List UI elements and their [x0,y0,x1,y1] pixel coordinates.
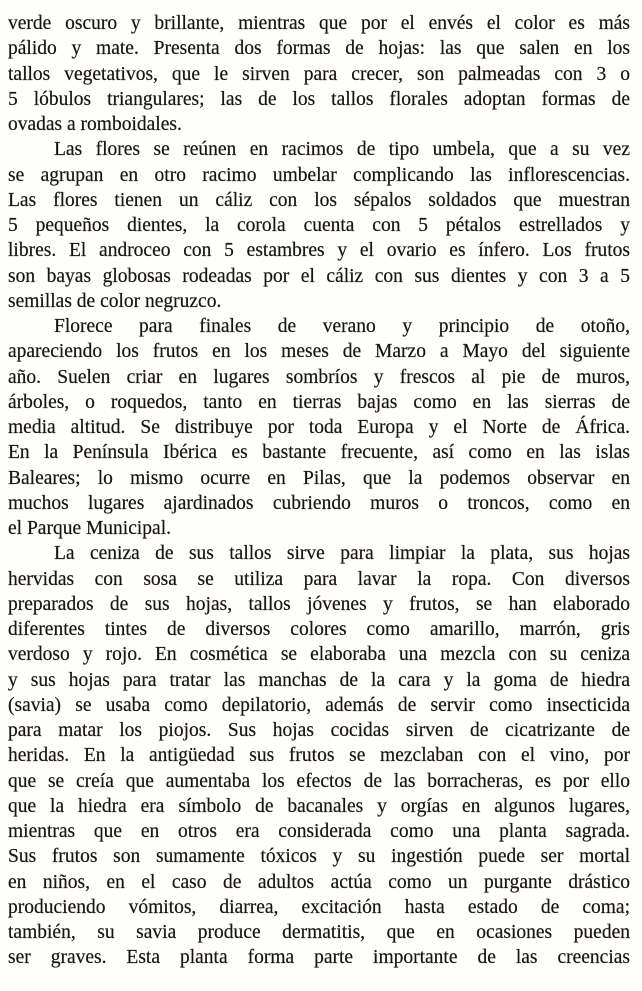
text-line: semillas de color negruzco. [8,290,222,312]
text-line: que la hiedra era símbolo de bacanales y orgías en algunos lugares, [8,795,630,817]
text-line: son bayas globosas rodeadas por el cáliz con sus dientes y con 3 a 5 [8,265,630,287]
text-line: año. Suelen criar en lugares sombríos y frescos al pie de muros, [8,366,630,388]
text-line: verdoso y rojo. En cosmética se elaboraba una mezcla con su ceniza [8,644,630,666]
paragraph [8,11,630,137]
text-line: 5 lóbulos triangulares; las de los tallos florales adoptan formas de [8,88,630,110]
body-text [8,11,630,971]
text-line: Las flores tienen un cáliz con los sépalos soldados que muestran [8,189,630,211]
text-line: En la Península Ibérica es bastante frecuente, así como en las islas [8,442,630,464]
paragraph [8,314,630,541]
text-line: muchos lugares ajardinados cubriendo muros o troncos, como en [8,492,630,514]
text-line: en niños, en el caso de adultos actúa como un purgante drástico [8,871,630,893]
text-line: Florece para finales de verano y principio de otoño, [54,316,630,337]
text-line: que se creía que aumentaba los efectos de las borracheras, es por ello [8,770,630,792]
text-line: (savia) se usaba como depilatorio, además de servir como insecticida [8,694,630,716]
text-line: ovadas a romboidales. [8,114,182,135]
text-line: Baleares; lo mismo ocurre en Pilas, que la podemos observar en [8,467,630,489]
text-line: verde oscuro y brillante, mientras que por el envés el color es más [8,13,630,34]
text-line: libres. El androceo con 5 estambres y el ovario es ínfero. Los frutos [8,240,630,262]
text-line: hervidas con sosa se utiliza para lavar la ropa. Con diversos [8,568,630,590]
paragraph [8,137,630,314]
text-line: pálido y mate. Presenta dos formas de hojas: las que salen en los [8,38,630,60]
text-line: Sus frutos son sumamente tóxicos y su ingestión puede ser mortal [8,846,630,868]
text-line: 5 pequeños dientes, la corola cuenta con 5 pétalos estrellados y [8,215,630,236]
text-line: Las flores se reúnen en racimos de tipo umbela, que a su vez [54,139,630,161]
text-line: preparados de sus hojas, tallos jóvenes y frutos, se han elaborado [8,593,630,615]
text-line: mientras que en otros era considerada como una planta sagrada. [8,821,630,842]
paragraph [8,541,630,970]
text-line: tallos vegetativos, que le sirven para crecer, son palmeadas con 3 o [8,63,630,85]
text-line: el Parque Municipal. [8,518,171,539]
text-line: se agrupan en otro racimo umbelar complicando las inflorescencias. [8,164,630,186]
text-line: media altitud. Se distribuye por toda Europa y el Norte de África. [8,417,630,438]
text-line: para matar los piojos. Sus hojas cocidas sirven de cicatrizante de [8,720,630,741]
text-line: heridas. En la antigüedad sus frutos se mezclaban con el vino, por [8,745,630,767]
text-line: diferentes tintes de diversos colores como amarillo, marrón, gris [8,619,630,640]
text-line: también, su savia produce dermatitis, que en ocasiones pueden [8,922,630,943]
text-line: apareciendo los frutos en los meses de Marzo a Mayo del siguiente [8,341,630,363]
text-line: produciendo vómitos, diarrea, excitación hasta estado de coma; [8,896,630,918]
text-line: La ceniza de sus tallos sirve para limpiar la plata, sus hojas [54,543,630,565]
text-line: y sus hojas para tratar las manchas de la cara y la goma de hiedra [8,669,630,691]
text-line: árboles, o roquedos, tanto en tierras bajas como en las sierras de [8,391,630,413]
text-line: ser graves. Esta planta forma parte importante de las creencias [8,947,630,969]
